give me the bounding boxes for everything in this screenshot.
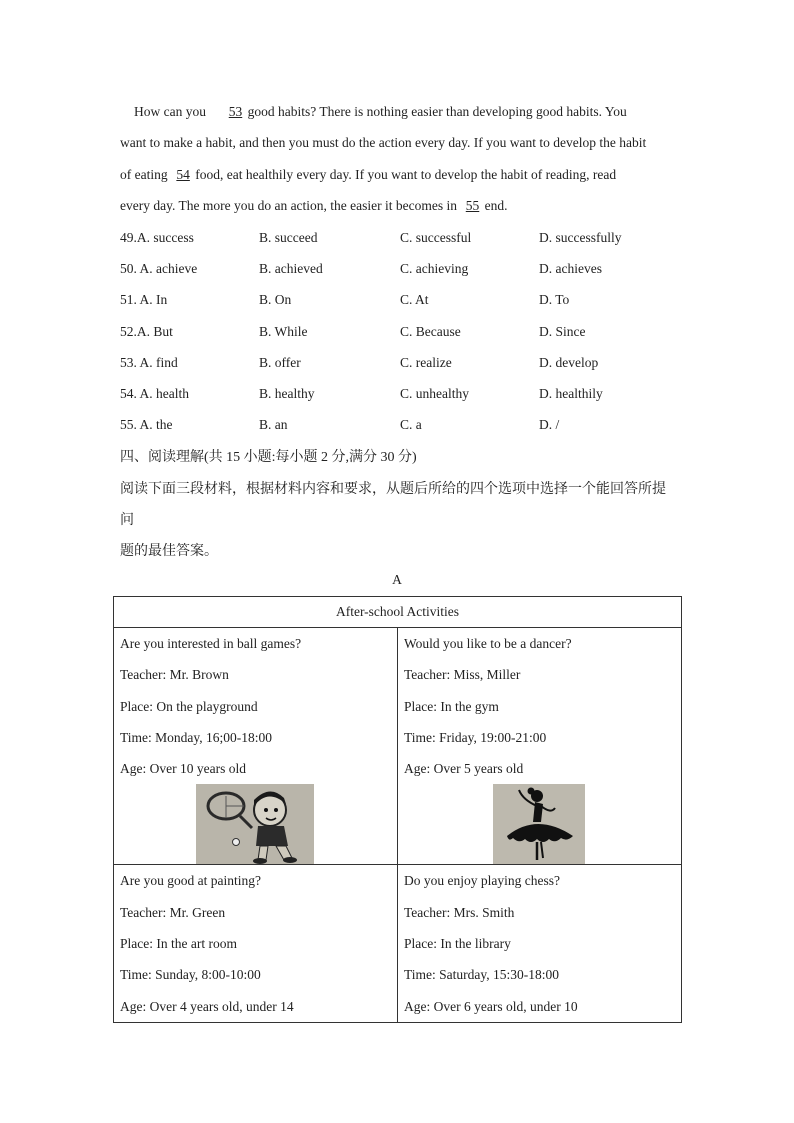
table-title: After-school Activities [114, 597, 682, 628]
dancer-image [493, 784, 585, 864]
option-list [120, 222, 680, 440]
passage-line-1: How can you 53 good habits? There is nothing easier than developing good habits. You [120, 96, 676, 127]
section-instruction-wrap: 问 [120, 513, 134, 528]
passage-label: A [392, 572, 402, 587]
section-heading: 四、阅读理解(共 15 小题:每小题 2 分,满分 30 分) [120, 450, 417, 465]
tennis-player-image [196, 784, 314, 864]
passage-line-4: every day. The more you do an action, the easier it becomes in 55 end. [120, 190, 676, 221]
option-row: 55. A. the B. an C. a D. / [120, 417, 560, 433]
activity-cell-dancer: Would you like to be a dancer? Teacher: Miss, Miller Place: In the gym Time: Friday, 19:00-21:00 Age: Over 5 years old [398, 628, 682, 865]
activities-table [113, 596, 682, 1023]
section-instruction-end: 题的最佳答案。 [120, 544, 218, 559]
cloze-passage [120, 96, 676, 221]
passage-line-3: of eating 54 food, eat healthily every day. If you want to develop the habit of reading, read [120, 159, 676, 190]
activity-cell-painting: Are you good at painting? Teacher: Mr. Green Place: In the art room Time: Sunday, 8:00-10:00 Age: Over 4 years old, under 14 [114, 865, 398, 1022]
section-instruction: 阅读下面三段材料，根据材料内容和要求，从题后所给的四个选项中选择一个能回答所提 [120, 482, 666, 497]
passage-line-2: want to make a habit, and then you must do the action every day. If you want to develop the habit [120, 135, 647, 151]
blank-53: 53 [228, 104, 243, 119]
option-row: 49.A. success B. succeed C. successful D. successfully [120, 230, 622, 245]
option-row: 50. A. achieve B. achieved C. achieving D. achieves [120, 261, 602, 277]
option-row: 54. A. health B. healthy C. unhealthy D. healthily [120, 385, 603, 401]
blank-54: 54 [176, 166, 190, 182]
activity-cell-chess: Do you enjoy playing chess? Teacher: Mrs. Smith Place: In the library Time: Saturday, 15:30-18:00 Age: Over 6 years old, under 10 [398, 865, 682, 1022]
option-row: 53. A. find B. offer C. realize D. develop [120, 354, 599, 370]
option-row: 52.A. But B. While C. Because D. Since [120, 323, 586, 339]
blank-55: 55 [465, 197, 480, 213]
activity-cell-ball-games: Are you interested in ball games? Teacher: Mr. Brown Place: On the playground Time: Monday, 16;00-18:00 Age: Over 10 years old [114, 628, 398, 865]
option-row: 51. A. In B. On C. At D. To [120, 292, 570, 308]
